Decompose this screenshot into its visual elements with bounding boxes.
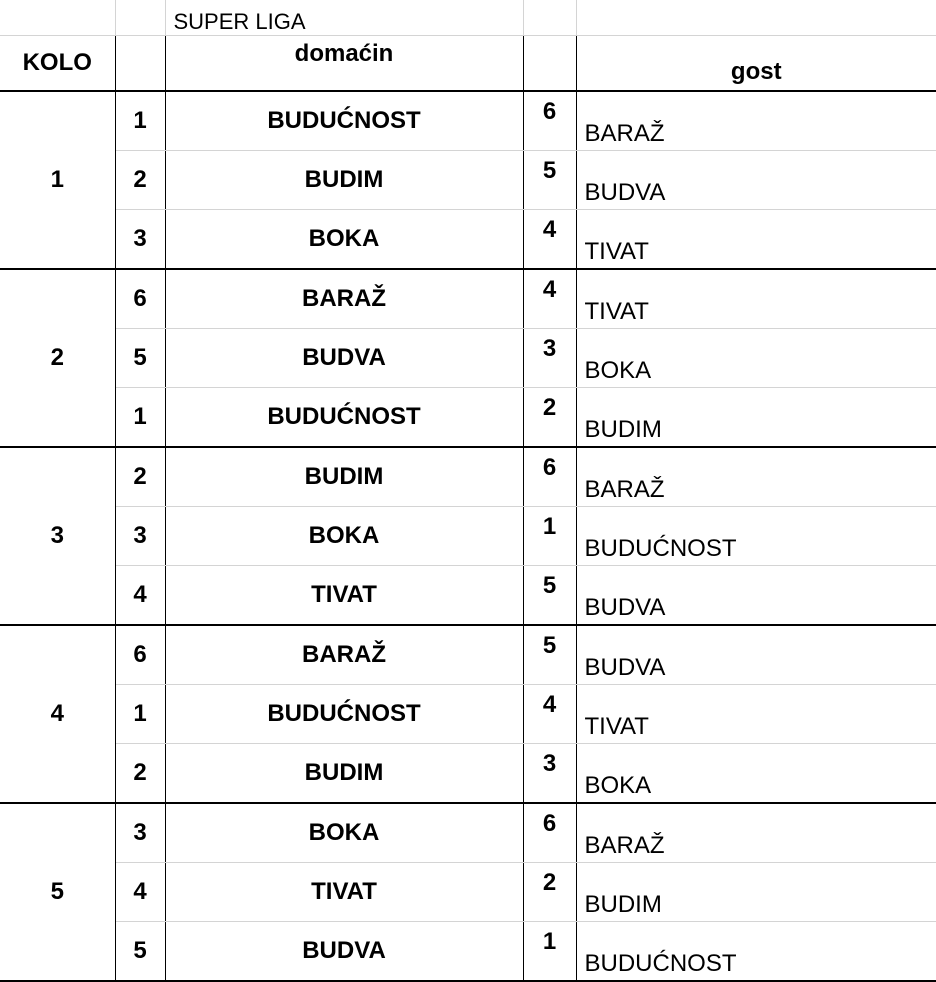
away-team-number[interactable]: 5 [523, 566, 576, 626]
away-team[interactable]: BUDUĆNOST [576, 922, 936, 982]
home-team[interactable]: TIVAT [165, 566, 523, 626]
home-team[interactable]: BUDVA [165, 329, 523, 388]
home-team[interactable]: BUDUĆNOST [165, 685, 523, 744]
cell[interactable] [0, 0, 115, 36]
header-kolo[interactable]: KOLO [0, 36, 115, 92]
cell[interactable] [115, 0, 165, 36]
home-team[interactable]: BUDUĆNOST [165, 91, 523, 151]
home-team[interactable]: BUDVA [165, 922, 523, 982]
away-team[interactable]: BARAŽ [576, 447, 936, 507]
away-team-number[interactable]: 2 [523, 388, 576, 448]
home-team-number[interactable]: 6 [115, 269, 165, 329]
cell[interactable] [576, 0, 936, 36]
away-team-number[interactable]: 6 [523, 447, 576, 507]
home-team-number[interactable]: 4 [115, 566, 165, 626]
match-row [0, 922, 936, 982]
header-domacin[interactable]: domaćin [165, 36, 523, 92]
header-away-no[interactable] [523, 36, 576, 92]
match-row [0, 566, 936, 626]
home-team-number[interactable]: 3 [115, 507, 165, 566]
away-team-number[interactable]: 3 [523, 329, 576, 388]
away-team[interactable]: BUDVA [576, 625, 936, 685]
away-team-number[interactable]: 6 [523, 91, 576, 151]
home-team-number[interactable]: 1 [115, 388, 165, 448]
home-team[interactable]: BARAŽ [165, 269, 523, 329]
away-team[interactable]: BOKA [576, 329, 936, 388]
match-row [0, 388, 936, 448]
home-team-number[interactable]: 4 [115, 863, 165, 922]
home-team-number[interactable]: 3 [115, 210, 165, 270]
home-team-number[interactable]: 2 [115, 744, 165, 804]
away-team[interactable]: TIVAT [576, 210, 936, 270]
away-team-number[interactable]: 4 [523, 685, 576, 744]
away-team-number[interactable]: 6 [523, 803, 576, 863]
away-team[interactable]: BUDVA [576, 566, 936, 626]
match-row [0, 151, 936, 210]
header-home-no[interactable] [115, 36, 165, 92]
header-gost[interactable]: gost [576, 36, 936, 92]
match-row [0, 685, 936, 744]
home-team-number[interactable]: 6 [115, 625, 165, 685]
match-row [0, 91, 936, 151]
match-row [0, 863, 936, 922]
home-team[interactable]: BUDIM [165, 744, 523, 804]
away-team[interactable]: TIVAT [576, 685, 936, 744]
match-row [0, 447, 936, 507]
away-team-number[interactable]: 1 [523, 922, 576, 982]
away-team[interactable]: BARAŽ [576, 803, 936, 863]
away-team-number[interactable]: 4 [523, 269, 576, 329]
home-team-number[interactable]: 1 [115, 685, 165, 744]
round-number[interactable]: 2 [0, 269, 115, 447]
round-number[interactable]: 1 [0, 91, 115, 269]
match-row [0, 744, 936, 804]
match-row [0, 803, 936, 863]
away-team[interactable]: BUDIM [576, 863, 936, 922]
home-team-number[interactable]: 3 [115, 803, 165, 863]
match-row [0, 269, 936, 329]
away-team-number[interactable]: 2 [523, 863, 576, 922]
away-team-number[interactable]: 3 [523, 744, 576, 804]
home-team[interactable]: BUDIM [165, 151, 523, 210]
away-team-number[interactable]: 1 [523, 507, 576, 566]
away-team-number[interactable]: 5 [523, 151, 576, 210]
away-team[interactable]: TIVAT [576, 269, 936, 329]
home-team-number[interactable]: 5 [115, 922, 165, 982]
cell[interactable] [523, 0, 576, 36]
away-team-number[interactable]: 4 [523, 210, 576, 270]
match-row [0, 329, 936, 388]
home-team[interactable]: BOKA [165, 803, 523, 863]
away-team[interactable]: BOKA [576, 744, 936, 804]
title-row [0, 0, 936, 36]
round-number[interactable]: 3 [0, 447, 115, 625]
home-team[interactable]: BUDUĆNOST [165, 388, 523, 448]
home-team-number[interactable]: 2 [115, 151, 165, 210]
away-team[interactable]: BUDIM [576, 388, 936, 448]
away-team[interactable]: BUDVA [576, 151, 936, 210]
match-row [0, 625, 936, 685]
away-team[interactable]: BARAŽ [576, 91, 936, 151]
home-team[interactable]: BOKA [165, 210, 523, 270]
header-row [0, 36, 936, 92]
match-row [0, 507, 936, 566]
home-team[interactable]: BUDIM [165, 447, 523, 507]
league-title[interactable]: SUPER LIGA [165, 0, 523, 36]
away-team-number[interactable]: 5 [523, 625, 576, 685]
home-team-number[interactable]: 1 [115, 91, 165, 151]
round-number[interactable]: 4 [0, 625, 115, 803]
home-team[interactable]: TIVAT [165, 863, 523, 922]
round-number[interactable]: 5 [0, 803, 115, 981]
away-team[interactable]: BUDUĆNOST [576, 507, 936, 566]
home-team-number[interactable]: 2 [115, 447, 165, 507]
home-team-number[interactable]: 5 [115, 329, 165, 388]
home-team[interactable]: BOKA [165, 507, 523, 566]
home-team[interactable]: BARAŽ [165, 625, 523, 685]
match-row [0, 210, 936, 270]
